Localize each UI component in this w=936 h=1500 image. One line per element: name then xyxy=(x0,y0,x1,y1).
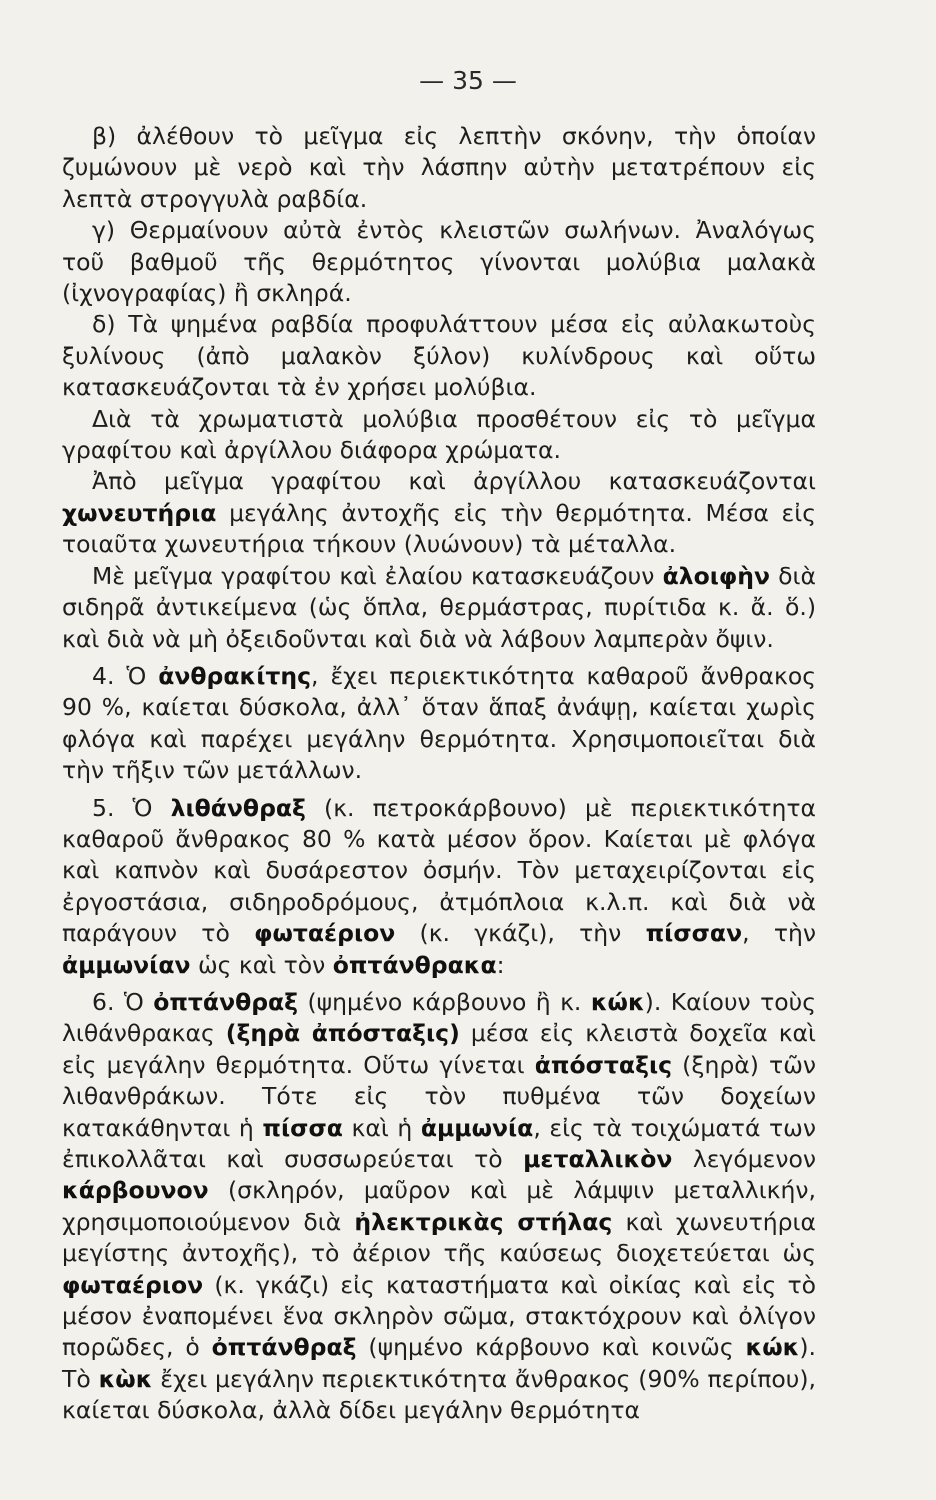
text-span: ). Τὸ xyxy=(62,1333,816,1393)
text-span: καὶ ἡ xyxy=(342,1113,421,1142)
text-span: 5. Ὁ xyxy=(92,793,171,822)
text-span: λεγόμενον xyxy=(672,1145,817,1173)
term-ointment: ἀλοιφὴν xyxy=(662,561,770,590)
text-span: ὡς καὶ τὸν xyxy=(190,950,333,979)
term-coke: ὀπτάνθρακα xyxy=(332,950,497,979)
paragraph-coal xyxy=(62,793,816,981)
paragraph-ointment xyxy=(62,561,816,655)
text-span: : xyxy=(496,950,505,979)
term-gas: φωταέριον xyxy=(62,1270,204,1299)
term-anthracite: ἀνθρακίτης xyxy=(158,661,312,690)
text-span: (ξηρὰ) τῶν λιθανθράκων. Τότε εἰς τὸν πυθμένα τῶν δοχείων κατακάθηνται ἡ xyxy=(62,1050,816,1142)
term-coke: ὀπτάνθραξ xyxy=(153,987,299,1016)
text-span: , ἔχει περιεκτικότητα καθαροῦ ἄνθρακος 90 %, καίεται δύσκολα, ἀλλ᾽ ὅταν ἅπαξ ἀνάψῃ, καίεται χωρὶς φλόγα καὶ παρέχει μεγάλην θερμότητα. Χρησιμοποιεῖται διὰ τὴν τῆξιν τῶν μετάλλων. xyxy=(62,661,817,785)
text-span: (κ. γκάζι), τὴν xyxy=(395,919,646,948)
term-dry-distillation: (ξηρὰ ἀπόσταξις) xyxy=(225,1019,460,1048)
text-span: , τὴν xyxy=(742,919,816,948)
text-span: διὰ σιδηρᾶ ἀντικείμενα (ὡς ὅπλα, θερμάστρας, πυρίτιδα κ. ἄ. ὅ.) καὶ διὰ νὰ μὴ ὀξειδοῦνται καὶ διὰ νὰ λάβουν λαμπερὰν ὄψιν. xyxy=(62,561,816,653)
text-span: (κ. πετροκάρβουνο) μὲ περιεκτικότητα καθαροῦ ἄνθρακος 80 % κατὰ μέσον ὅρον. Καίεται μὲ φλόγα καὶ καπνὸν καὶ δυσάρεστον ὀσμήν. Τὸν μεταχειρίζονται εἰς ἐργοστάσια, σιδηροδρόμους, ἀτμόπλοια κ.λ.π. καὶ διὰ νὰ παράγουν τὸ xyxy=(62,793,817,948)
term-tar: πίσσαν xyxy=(645,919,743,948)
paragraph-crucibles xyxy=(62,466,816,560)
term-carbon: κάρβουνον xyxy=(62,1176,209,1205)
body-text xyxy=(62,121,816,1427)
page-number: — 35 — xyxy=(419,66,517,95)
term-coal: λιθάνθραξ xyxy=(170,793,306,822)
paragraph-gamma: γ) Θερμαίνουν αὐτὰ ἐντὸς κλειστῶν σωλήνων. Ἀναλόγως τοῦ βαθμοῦ τῆς θερμότητος γίνονται μολύβια μαλακὰ (ἰχνογραφίας) ἢ σκληρά. xyxy=(62,216,816,308)
text-span: ἔχει μεγάλην περιεκτικότητα ἄνθρακος (90% περίπου), καίεται δύσκολα, ἀλλὰ δίδει μεγάλην θερμότητα xyxy=(62,1364,817,1425)
text-span: (κ. γκάζι) εἰς καταστήματα καὶ οἰκίας καὶ εἰς τὸ μέσον ἐναπομένει ἕνα σκληρὸν σῶμα, στακτόχρουν καὶ ὀλίγον πορῶδες, ὁ xyxy=(62,1270,816,1362)
text-span: ). Καίουν τοὺς λιθάνθρακας xyxy=(62,987,816,1048)
term-gas: φωταέριον xyxy=(254,919,396,948)
text-span: Ἀπὸ μεῖγμα γραφίτου καὶ ἀργίλλου κατασκευάζονται xyxy=(92,467,816,496)
text-span: 4. Ὁ xyxy=(92,661,159,690)
text-span: (ψημένο κάρβουνο καὶ κοινῶς xyxy=(356,1333,746,1362)
text-span: Μὲ μεῖγμα γραφίτου καὶ ἐλαίου κατασκευάζουν xyxy=(92,561,663,590)
text-span: καὶ χωνευτήρια μεγίστης ἀντοχῆς), τὸ ἀέριον τῆς καύσεως διοχετεύεται ὡς xyxy=(62,1207,816,1268)
text-span: (σκληρόν, μαῦρον καὶ μὲ λάμψιν μεταλλικήν, χρησιμοποιούμενον διὰ xyxy=(62,1176,816,1236)
text-span: , εἰς τὰ τοιχώματά των ἐπικολλᾶται καὶ συσσωρεύεται τὸ xyxy=(62,1113,816,1173)
text-span: μέσα εἰς κλειστὰ δοχεῖα καὶ εἰς μεγάλην θερμότητα. Οὕτω γίνεται xyxy=(62,1019,816,1079)
term-metallic: μεταλλικὸν xyxy=(523,1145,673,1173)
text-span: 6. Ὁ xyxy=(92,987,154,1016)
term-kok: κώκ xyxy=(745,1333,800,1362)
term-distillation: ἀπόσταξις xyxy=(534,1050,673,1079)
paragraph-delta: δ) Τὰ ψημένα ραβδία προφυλάττουν μέσα εἰς αὐλακωτοὺς ξυλίνους (ἀπὸ μαλακὸν ξύλον) κυλίνδρους καὶ οὕτω κατασκευάζονται τὰ ἐν χρήσει μολύβια. xyxy=(62,310,816,402)
term-kok: κώκ xyxy=(590,987,645,1016)
text-span: μεγάλης ἀντοχῆς εἰς τὴν θερμότητα. Μέσα εἰς τοιαῦτα χωνευτήρια τήκουν (λυώνουν) τὰ μέταλλα. xyxy=(62,498,816,559)
paragraph-colored-pencils: Διὰ τὰ χρωματιστὰ μολύβια προσθέτουν εἰς τὸ μεῖγμα γραφίτου καὶ ἀργίλλου διάφορα χρώματα. xyxy=(62,404,816,465)
term-crucibles: χωνευτήρια xyxy=(62,498,217,527)
term-ammonia: ἀμμωνία xyxy=(420,1113,534,1142)
term-electric-batteries: ἠλεκτρικὰς στήλας xyxy=(354,1207,613,1236)
term-coke: ὀπτάνθραξ xyxy=(211,1333,357,1362)
paragraph-coke xyxy=(62,987,816,1427)
paragraph-anthracite xyxy=(62,661,816,787)
paragraph-beta: β) ἀλέθουν τὸ μεῖγμα εἰς λεπτὴν σκόνην, τὴν ὁποίαν ζυμώνουν μὲ νερὸ καὶ τὴν λάσπην αὐτὴν μετατρέπουν εἰς λεπτὰ στρογγυλὰ ραβδία. xyxy=(62,122,816,213)
term-ammonia: ἀμμωνίαν xyxy=(62,950,191,979)
text-span: (ψημένο κάρβουνο ἢ κ. xyxy=(298,987,591,1016)
term-kok: κὼκ xyxy=(98,1364,153,1393)
term-tar: πίσσα xyxy=(262,1113,343,1142)
